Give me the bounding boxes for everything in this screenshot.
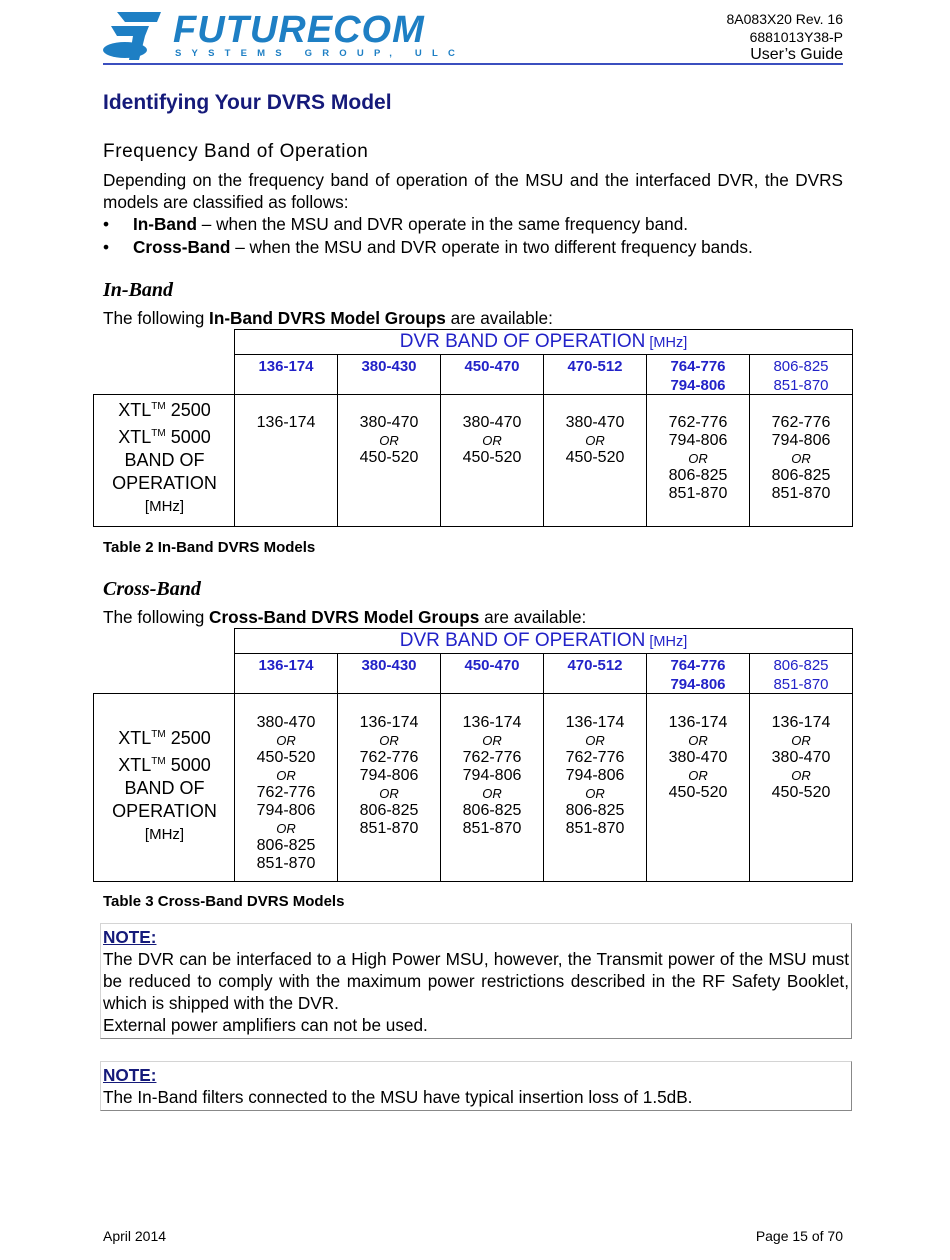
inband-intro-bold: In-Band DVRS Model Groups: [209, 308, 446, 328]
row-header-line: OPERATION: [112, 801, 217, 821]
row-header-model: [93, 394, 235, 527]
note-text: The In-Band filters connected to the MSU have typical insertion loss of 1.5dB.: [103, 1087, 693, 1107]
frequency-range: 380-470: [668, 749, 728, 766]
guide-name: User’s Guide: [750, 46, 843, 63]
section-heading: Frequency Band of Operation: [103, 141, 369, 162]
frequency-range: 762-776: [565, 749, 625, 766]
crossband-intro-bold: Cross-Band DVRS Model Groups: [209, 607, 480, 627]
frequency-range: 380-470: [256, 714, 316, 731]
model-prefix: XTL: [118, 400, 152, 420]
or-separator: OR: [791, 451, 811, 466]
model-name: [94, 395, 235, 422]
row-header-unit: [MHz]: [144, 826, 185, 843]
trademark-mark: TM: [151, 729, 166, 740]
frequency-range: 380-470: [565, 414, 625, 431]
band-unit: [MHz]: [645, 335, 688, 351]
band-title: DVR BAND OF OPERATION: [399, 630, 646, 651]
bullet-crossband: [103, 236, 753, 258]
column-header-380-430: [337, 354, 440, 395]
or-separator: OR: [585, 733, 605, 748]
crossband-intro: The following Cross-Band DVRS Model Groups are available:: [103, 607, 587, 627]
frequency-range: 136-174: [668, 714, 728, 731]
frequency-range: 806-825: [256, 837, 316, 854]
model-name: [94, 750, 235, 777]
or-separator: OR: [276, 733, 296, 748]
frequency-range: 794-806: [462, 767, 522, 784]
model-number: 5000: [165, 755, 211, 775]
column-header-line: 380-430: [361, 657, 417, 674]
frequency-range: 450-520: [359, 449, 419, 466]
band-cell: [234, 394, 337, 527]
band-cell: [234, 693, 337, 882]
bullet-inband: [103, 213, 688, 235]
header-divider: [103, 63, 843, 65]
column-header-380-430: [337, 653, 440, 694]
note-title: NOTE:: [103, 1065, 157, 1085]
frequency-range: 851-870: [256, 855, 316, 872]
or-separator: OR: [791, 768, 811, 783]
bullet-icon: •: [103, 237, 110, 257]
frequency-range: 806-825: [462, 802, 522, 819]
column-header-line: 470-512: [567, 358, 623, 375]
bullet-term: In-Band: [133, 214, 197, 234]
column-header-line: 794-806: [670, 676, 726, 693]
band-cell: [749, 394, 853, 527]
row-header-line: OPERATION: [112, 473, 217, 493]
frequency-range: 380-470: [462, 414, 522, 431]
trademark-mark: TM: [151, 428, 166, 439]
frequency-range: 762-776: [668, 414, 728, 431]
column-header-line: 806-825: [773, 657, 829, 674]
or-separator: OR: [482, 786, 502, 801]
column-header-470-512: [543, 354, 646, 395]
frequency-range: 851-870: [771, 485, 831, 502]
frequency-range: 450-520: [771, 784, 831, 801]
frequency-range: 806-825: [565, 802, 625, 819]
inband-heading: In-Band: [103, 279, 174, 301]
inband-intro: The following In-Band DVRS Model Groups are available:: [103, 308, 553, 328]
frequency-range: 794-806: [256, 802, 316, 819]
frequency-range: 762-776: [359, 749, 419, 766]
frequency-range: 450-520: [462, 449, 522, 466]
column-header-line: 470-512: [567, 657, 623, 674]
bullet-text: – when the MSU and DVR operate in the same frequency band.: [196, 214, 689, 234]
column-header-450-470: [440, 653, 543, 694]
or-separator: OR: [688, 768, 708, 783]
or-separator: OR: [482, 433, 502, 448]
model-prefix: XTL: [118, 755, 152, 775]
band-cell: [646, 394, 749, 527]
or-separator: OR: [585, 786, 605, 801]
frequency-range: 762-776: [462, 749, 522, 766]
column-header-764-776: [646, 354, 749, 395]
column-header-136-174: [234, 653, 337, 694]
or-separator: OR: [688, 451, 708, 466]
frequency-range: 450-520: [256, 749, 316, 766]
frequency-range: 136-174: [462, 714, 522, 731]
or-separator: OR: [276, 768, 296, 783]
band-cell: [543, 394, 646, 527]
model-name: [94, 723, 235, 750]
crossband-heading: Cross-Band: [103, 578, 201, 600]
band-cell: [440, 693, 543, 882]
part-number: 6881013Y38-P: [749, 29, 843, 45]
note-box-insertion-loss: [100, 1061, 852, 1111]
crossband-table-caption: Table 3 Cross-Band DVRS Models: [103, 893, 345, 910]
column-header-line: 851-870: [773, 676, 829, 693]
logo-subtitle: SYSTEMS GROUP, ULC: [175, 48, 466, 59]
page-title: Identifying Your DVRS Model: [103, 91, 392, 114]
column-header-line: 450-470: [464, 358, 520, 375]
column-header-136-174: [234, 354, 337, 395]
footer-page-number: Page 15 of 70: [755, 1228, 843, 1244]
column-header-806-825: [749, 653, 853, 694]
band-cell: [337, 693, 440, 882]
band-cell: [646, 693, 749, 882]
frequency-range: 762-776: [256, 784, 316, 801]
row-header-line: BAND OF: [124, 778, 205, 798]
inband-table: [93, 329, 853, 527]
frequency-range: 851-870: [359, 820, 419, 837]
or-separator: OR: [482, 733, 502, 748]
crossband-table: [93, 628, 853, 882]
band-cell: [440, 394, 543, 527]
band-cell: [337, 394, 440, 527]
frequency-range: 851-870: [668, 485, 728, 502]
frequency-range: 136-174: [359, 714, 419, 731]
frequency-range: 794-806: [771, 432, 831, 449]
band-header: [234, 329, 853, 355]
frequency-range: 136-174: [256, 414, 316, 431]
model-name: [94, 422, 235, 449]
note-title: NOTE:: [103, 927, 157, 947]
footer-date: April 2014: [103, 1228, 167, 1244]
logo-mark-icon: [103, 10, 173, 62]
note-box-high-power: [100, 923, 852, 1039]
frequency-range: 450-520: [668, 784, 728, 801]
model-number: 5000: [165, 427, 211, 447]
column-header-line: 794-806: [670, 377, 726, 394]
column-header-line: 806-825: [773, 358, 829, 375]
frequency-range: 851-870: [462, 820, 522, 837]
company-logo: [103, 8, 466, 64]
frequency-range: 794-806: [565, 767, 625, 784]
column-header-450-470: [440, 354, 543, 395]
or-separator: OR: [791, 733, 811, 748]
model-prefix: XTL: [118, 427, 152, 447]
frequency-range: 806-825: [668, 467, 728, 484]
row-header-model: [93, 693, 235, 882]
column-header-line: 764-776: [670, 358, 726, 375]
column-header-line: 764-776: [670, 657, 726, 674]
column-header-line: 851-870: [773, 377, 829, 394]
or-separator: OR: [276, 821, 296, 836]
or-separator: OR: [585, 433, 605, 448]
or-separator: OR: [379, 733, 399, 748]
band-unit: [MHz]: [645, 634, 688, 650]
frequency-range: 851-870: [565, 820, 625, 837]
row-header-line: BAND OF: [124, 450, 205, 470]
frequency-range: 136-174: [771, 714, 831, 731]
frequency-range: 794-806: [668, 432, 728, 449]
bullet-icon: •: [103, 214, 110, 234]
inband-table-caption: Table 2 In-Band DVRS Models: [103, 539, 316, 556]
frequency-range: 806-825: [771, 467, 831, 484]
band-header: [234, 628, 853, 654]
document-id-block: [727, 10, 844, 64]
model-prefix: XTL: [118, 728, 152, 748]
band-cell: [749, 693, 853, 882]
model-number: 2500: [165, 728, 211, 748]
model-number: 2500: [165, 400, 211, 420]
frequency-range: 806-825: [359, 802, 419, 819]
frequency-range: 380-470: [359, 414, 419, 431]
intro-paragraph: Depending on the frequency band of operation of the MSU and the interfaced DVR, the DVRS models are classified as follows:: [103, 170, 843, 212]
row-header-unit: [MHz]: [144, 498, 185, 515]
column-header-470-512: [543, 653, 646, 694]
frequency-range: 136-174: [565, 714, 625, 731]
or-separator: OR: [379, 433, 399, 448]
column-header-line: 136-174: [258, 657, 314, 674]
band-title: DVR BAND OF OPERATION: [399, 331, 646, 352]
doc-number: 8A083X20 Rev. 16: [726, 11, 843, 27]
frequency-range: 794-806: [359, 767, 419, 784]
logo-wordmark: FUTURECOM: [173, 9, 425, 51]
frequency-range: 450-520: [565, 449, 625, 466]
column-header-line: 136-174: [258, 358, 314, 375]
frequency-range: 380-470: [771, 749, 831, 766]
bullet-term: Cross-Band: [133, 237, 231, 257]
band-cell: [543, 693, 646, 882]
or-separator: OR: [688, 733, 708, 748]
trademark-mark: TM: [151, 756, 166, 767]
frequency-range: 762-776: [771, 414, 831, 431]
trademark-mark: TM: [151, 401, 166, 412]
column-header-line: 380-430: [361, 358, 417, 375]
column-header-764-776: [646, 653, 749, 694]
or-separator: OR: [379, 786, 399, 801]
bullet-text: – when the MSU and DVR operate in two different frequency bands.: [230, 237, 753, 257]
column-header-806-825: [749, 354, 853, 395]
note-text: The DVR can be interfaced to a High Power MSU, however, the Transmit power of the MSU must be reduced to comply with the maximum power restrictions described in the RF Safety Booklet, which is shipped with the DVR.: [103, 949, 849, 1013]
note-text: External power amplifiers can not be used.: [103, 1015, 428, 1035]
column-header-line: 450-470: [464, 657, 520, 674]
